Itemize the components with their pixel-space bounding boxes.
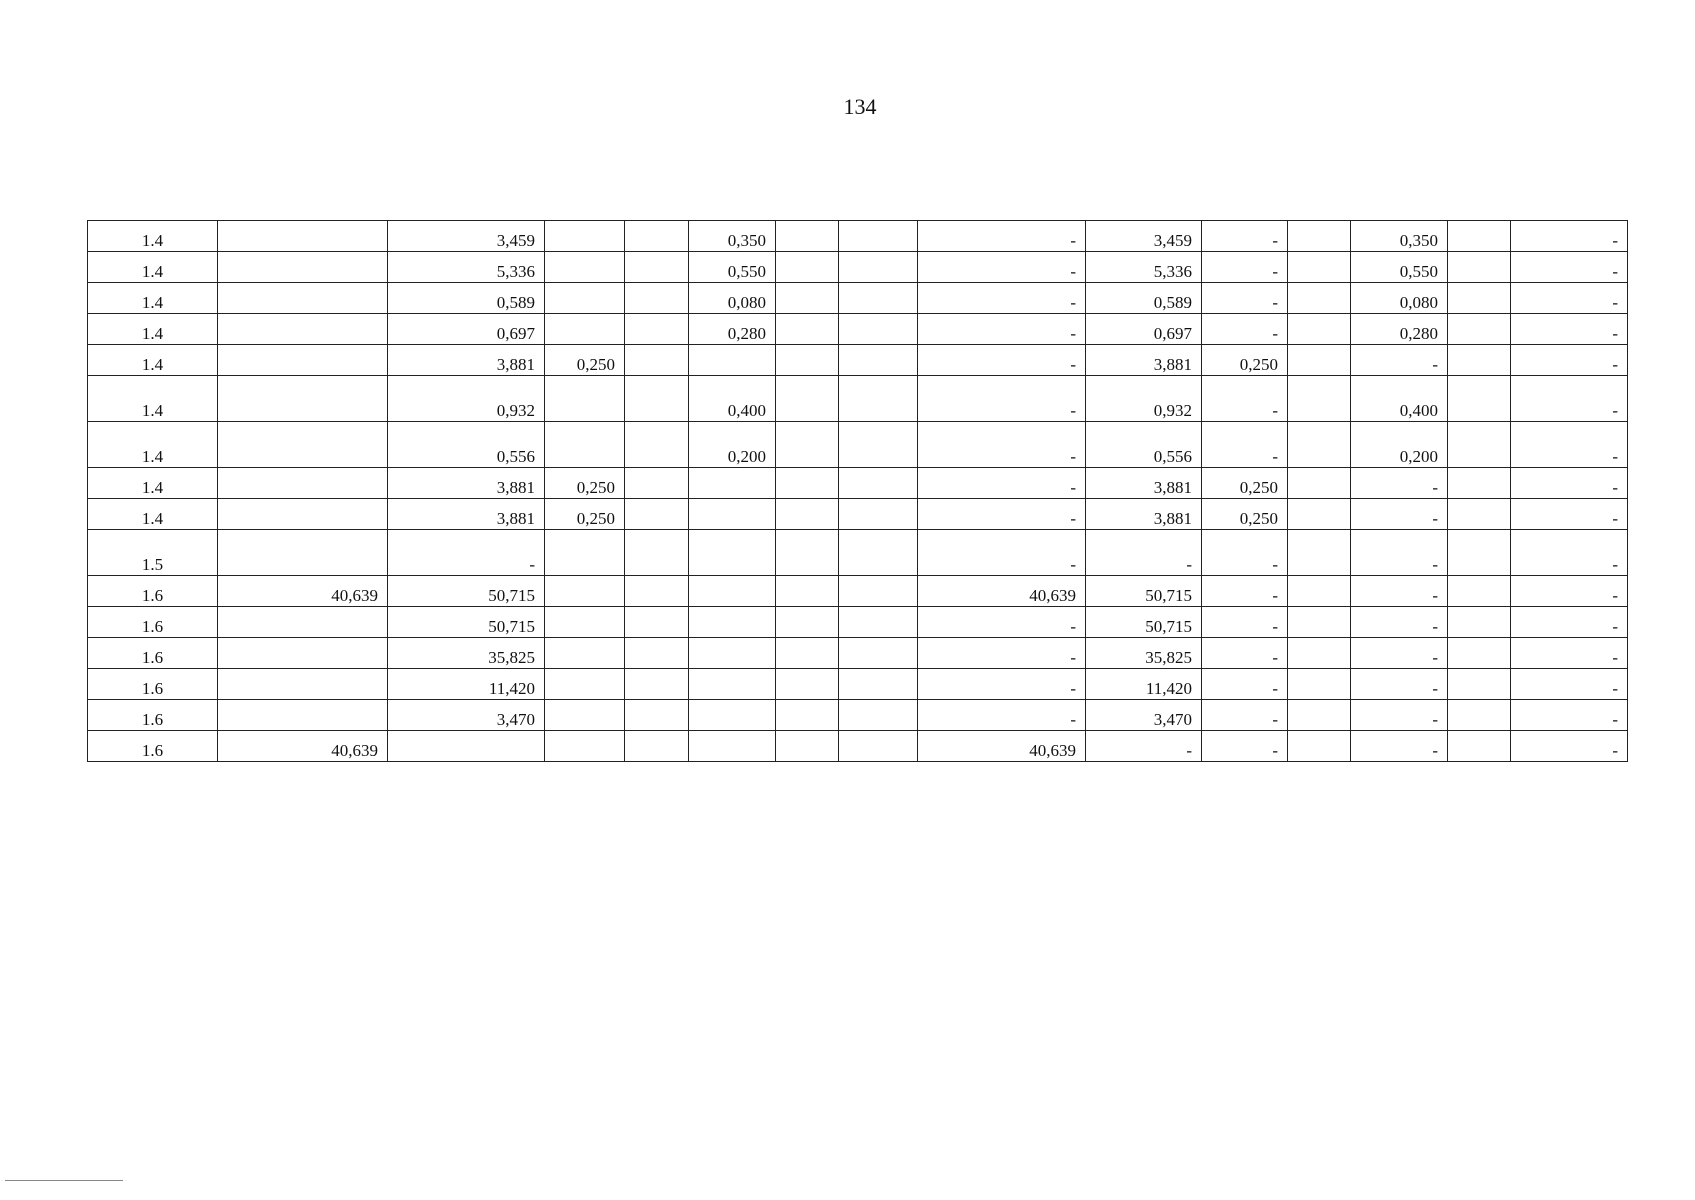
table-cell: 50,715 [1086, 576, 1202, 607]
table-cell: 0,589 [1086, 283, 1202, 314]
table-cell [625, 669, 689, 700]
table-cell: 1.6 [88, 700, 218, 731]
table-cell: - [1351, 638, 1448, 669]
table-cell: - [1511, 731, 1628, 762]
table-cell: 0,697 [388, 314, 545, 345]
table-cell [218, 499, 388, 530]
table-cell [1448, 345, 1511, 376]
page-number: 134 [843, 94, 877, 119]
table-cell: - [918, 252, 1086, 283]
table-cell: - [1351, 607, 1448, 638]
table-cell [545, 700, 625, 731]
table-cell: 11,420 [388, 669, 545, 700]
table-cell: - [1351, 499, 1448, 530]
table-cell [545, 314, 625, 345]
table-cell [625, 499, 689, 530]
table-row [88, 576, 1628, 607]
table-cell [1448, 499, 1511, 530]
table-cell: 0,932 [388, 376, 545, 422]
table-cell [625, 468, 689, 499]
table-cell: - [918, 468, 1086, 499]
table-cell [625, 376, 689, 422]
table-cell: 3,470 [388, 700, 545, 731]
table-cell [545, 607, 625, 638]
table-cell: 0,400 [1351, 376, 1448, 422]
table-cell [1288, 314, 1351, 345]
table-cell [1448, 422, 1511, 468]
table-cell [1448, 576, 1511, 607]
table-cell [218, 376, 388, 422]
table-cell [625, 530, 689, 576]
table-cell: 0,550 [1351, 252, 1448, 283]
table-cell [839, 422, 918, 468]
table-cell: 1.6 [88, 731, 218, 762]
table-cell: 3,881 [1086, 499, 1202, 530]
table-cell [218, 530, 388, 576]
table-cell [839, 468, 918, 499]
table-row [88, 422, 1628, 468]
table-cell: 0,589 [388, 283, 545, 314]
table-cell [1288, 221, 1351, 252]
table-cell: 1.5 [88, 530, 218, 576]
table-cell [776, 638, 839, 669]
table-cell: - [1511, 576, 1628, 607]
table-cell: - [1511, 607, 1628, 638]
table-cell [1448, 221, 1511, 252]
table-cell: - [1086, 530, 1202, 576]
table-row [88, 530, 1628, 576]
table-cell: 1.4 [88, 422, 218, 468]
table-cell [689, 731, 776, 762]
table-cell [1288, 576, 1351, 607]
table-cell: 40,639 [918, 576, 1086, 607]
table-cell: 1.6 [88, 669, 218, 700]
table-cell: - [1351, 345, 1448, 376]
table-cell [689, 638, 776, 669]
table-cell [776, 422, 839, 468]
table-cell [776, 607, 839, 638]
table-cell [545, 283, 625, 314]
table-cell: - [1202, 221, 1288, 252]
table-cell [625, 731, 689, 762]
table-row [88, 345, 1628, 376]
table-row [88, 700, 1628, 731]
table-row [88, 669, 1628, 700]
table-cell: 0,556 [388, 422, 545, 468]
table-cell: - [1351, 576, 1448, 607]
table-cell [839, 669, 918, 700]
table-cell [1288, 607, 1351, 638]
table-cell [839, 607, 918, 638]
table-cell [776, 700, 839, 731]
table-cell: 1.6 [88, 576, 218, 607]
table-cell [1288, 422, 1351, 468]
table-cell [1288, 499, 1351, 530]
table-cell [545, 221, 625, 252]
table-cell [689, 530, 776, 576]
table-cell: - [918, 314, 1086, 345]
table-cell: - [1351, 530, 1448, 576]
table-cell [1288, 700, 1351, 731]
table-cell [1288, 669, 1351, 700]
table-cell [776, 252, 839, 283]
table-cell [839, 252, 918, 283]
table-cell: 40,639 [218, 576, 388, 607]
table-cell [776, 530, 839, 576]
table-cell: - [918, 607, 1086, 638]
table-cell [218, 345, 388, 376]
table-cell: - [918, 283, 1086, 314]
table-cell [218, 422, 388, 468]
table-cell: - [1202, 252, 1288, 283]
table-cell: 0,080 [1351, 283, 1448, 314]
table-cell: - [1202, 607, 1288, 638]
table-cell: - [1202, 669, 1288, 700]
table-cell: - [918, 530, 1086, 576]
table-cell [388, 731, 545, 762]
table-cell [839, 314, 918, 345]
table-cell [545, 731, 625, 762]
table-cell: - [1511, 314, 1628, 345]
table-row [88, 252, 1628, 283]
table-cell [776, 376, 839, 422]
table-cell: - [918, 422, 1086, 468]
table-cell: 5,336 [1086, 252, 1202, 283]
table-cell: - [918, 376, 1086, 422]
table-cell [625, 252, 689, 283]
table-cell: 3,881 [388, 468, 545, 499]
table-cell [689, 345, 776, 376]
table-cell: - [918, 669, 1086, 700]
table-cell: 3,470 [1086, 700, 1202, 731]
table-cell: - [1511, 283, 1628, 314]
table-cell [1288, 638, 1351, 669]
table-body [88, 221, 1628, 762]
table-cell: 3,881 [1086, 468, 1202, 499]
table-cell: - [918, 345, 1086, 376]
table-cell [839, 499, 918, 530]
table-cell [1288, 283, 1351, 314]
table-cell [776, 669, 839, 700]
table-cell: 5,336 [388, 252, 545, 283]
table-cell [625, 638, 689, 669]
table-cell: 0,250 [1202, 468, 1288, 499]
table-cell: 3,459 [1086, 221, 1202, 252]
table-cell: 1.4 [88, 468, 218, 499]
table-cell: 0,250 [545, 499, 625, 530]
table-cell: 50,715 [1086, 607, 1202, 638]
table-cell [1288, 530, 1351, 576]
table-cell: 0,200 [689, 422, 776, 468]
table-cell: 3,459 [388, 221, 545, 252]
table-row [88, 607, 1628, 638]
table-cell: 1.4 [88, 252, 218, 283]
table-cell: - [1511, 700, 1628, 731]
table-cell [218, 700, 388, 731]
table-cell: - [918, 499, 1086, 530]
table-cell: 35,825 [1086, 638, 1202, 669]
table-cell [776, 468, 839, 499]
table-row [88, 499, 1628, 530]
table-cell: 1.4 [88, 376, 218, 422]
table-cell [625, 314, 689, 345]
table-cell [545, 638, 625, 669]
table-cell [545, 576, 625, 607]
table-cell [839, 576, 918, 607]
table-cell: - [1511, 221, 1628, 252]
table-cell [839, 731, 918, 762]
table-cell: 3,881 [388, 499, 545, 530]
table-row [88, 376, 1628, 422]
table-cell: - [918, 638, 1086, 669]
table-cell [545, 376, 625, 422]
table-cell [545, 530, 625, 576]
table-cell [689, 576, 776, 607]
table-cell [625, 345, 689, 376]
table-cell [1448, 669, 1511, 700]
table-cell [689, 607, 776, 638]
table-cell [545, 422, 625, 468]
table-cell [689, 700, 776, 731]
table-cell [1448, 530, 1511, 576]
table-cell: - [1202, 638, 1288, 669]
table-cell [776, 314, 839, 345]
table-cell [218, 221, 388, 252]
table-cell [218, 607, 388, 638]
table-cell: 1.6 [88, 638, 218, 669]
table-cell [625, 283, 689, 314]
table-cell: 0,280 [1351, 314, 1448, 345]
table-cell [1448, 376, 1511, 422]
table-cell: - [1351, 669, 1448, 700]
table-cell [218, 314, 388, 345]
table-cell: - [1511, 252, 1628, 283]
table-cell: - [1511, 376, 1628, 422]
table-cell [1448, 638, 1511, 669]
table-cell: 0,697 [1086, 314, 1202, 345]
table-cell: - [1202, 422, 1288, 468]
table-cell [776, 283, 839, 314]
table-cell [1288, 468, 1351, 499]
table-cell [776, 345, 839, 376]
table-row [88, 283, 1628, 314]
table-cell: 0,350 [1351, 221, 1448, 252]
table-cell: - [1202, 376, 1288, 422]
table-cell: 0,932 [1086, 376, 1202, 422]
table-cell: 40,639 [218, 731, 388, 762]
table-cell: - [918, 700, 1086, 731]
table-cell [839, 700, 918, 731]
table-cell [1288, 252, 1351, 283]
table-cell: 3,881 [1086, 345, 1202, 376]
table-cell: - [1202, 731, 1288, 762]
table-cell: - [1202, 283, 1288, 314]
table-cell [1448, 731, 1511, 762]
table-cell: - [1202, 530, 1288, 576]
table-row [88, 638, 1628, 669]
table-cell: - [1511, 499, 1628, 530]
table-cell: 3,881 [388, 345, 545, 376]
table-cell: - [1511, 669, 1628, 700]
table-cell [625, 607, 689, 638]
table-cell: - [1086, 731, 1202, 762]
table-cell: 35,825 [388, 638, 545, 669]
table-cell [839, 530, 918, 576]
table-cell [1448, 700, 1511, 731]
table-cell: - [1202, 576, 1288, 607]
table-cell [1288, 376, 1351, 422]
table-cell [625, 422, 689, 468]
table-cell: 0,556 [1086, 422, 1202, 468]
table-cell: 1.4 [88, 221, 218, 252]
table-cell [625, 221, 689, 252]
table-cell [839, 638, 918, 669]
table-cell: - [1511, 638, 1628, 669]
table-cell: 50,715 [388, 607, 545, 638]
table-cell [1288, 345, 1351, 376]
table-cell: - [1351, 731, 1448, 762]
table-cell [839, 221, 918, 252]
table-cell [625, 576, 689, 607]
table-cell [545, 252, 625, 283]
table-cell: - [1351, 700, 1448, 731]
table-cell [1288, 731, 1351, 762]
table-cell [776, 731, 839, 762]
table-cell: 50,715 [388, 576, 545, 607]
table-cell [545, 669, 625, 700]
table-cell [839, 376, 918, 422]
table-cell [1448, 314, 1511, 345]
table-cell: - [1511, 422, 1628, 468]
table-row [88, 314, 1628, 345]
table-cell: - [388, 530, 545, 576]
table-cell: - [1202, 314, 1288, 345]
table-cell [218, 283, 388, 314]
table-cell: 0,250 [1202, 499, 1288, 530]
table-cell: 0,200 [1351, 422, 1448, 468]
data-table [87, 220, 1628, 762]
scan-artifact-line [5, 1180, 123, 1181]
table-cell [839, 283, 918, 314]
table-cell: - [1202, 700, 1288, 731]
table-cell [776, 221, 839, 252]
table-cell: 0,280 [689, 314, 776, 345]
table-cell [689, 499, 776, 530]
table-cell [1448, 283, 1511, 314]
table-cell [1448, 468, 1511, 499]
table-cell: 0,350 [689, 221, 776, 252]
table-cell: - [1511, 530, 1628, 576]
table-row [88, 731, 1628, 762]
table-cell: 1.4 [88, 345, 218, 376]
table-cell [776, 499, 839, 530]
table-cell: 1.4 [88, 314, 218, 345]
table-cell: 0,550 [689, 252, 776, 283]
table-cell: - [918, 221, 1086, 252]
table-row [88, 221, 1628, 252]
table-cell: - [1511, 345, 1628, 376]
table-cell [218, 252, 388, 283]
table-cell: 0,250 [1202, 345, 1288, 376]
table-row [88, 468, 1628, 499]
table-cell: 1.4 [88, 499, 218, 530]
table-cell [689, 669, 776, 700]
table-cell [689, 468, 776, 499]
table-cell [1448, 252, 1511, 283]
table-cell: 40,639 [918, 731, 1086, 762]
table-cell: - [1351, 468, 1448, 499]
table-cell: 0,250 [545, 468, 625, 499]
table-cell [776, 576, 839, 607]
table-cell [1448, 607, 1511, 638]
table-cell: 0,400 [689, 376, 776, 422]
table-cell: 11,420 [1086, 669, 1202, 700]
table-cell [218, 468, 388, 499]
table-cell [839, 345, 918, 376]
table-cell: 0,250 [545, 345, 625, 376]
table-cell: 1.4 [88, 283, 218, 314]
table-cell [625, 700, 689, 731]
table-cell [218, 669, 388, 700]
table-cell: 0,080 [689, 283, 776, 314]
table-cell [218, 638, 388, 669]
table-cell: 1.6 [88, 607, 218, 638]
table-cell: - [1511, 468, 1628, 499]
